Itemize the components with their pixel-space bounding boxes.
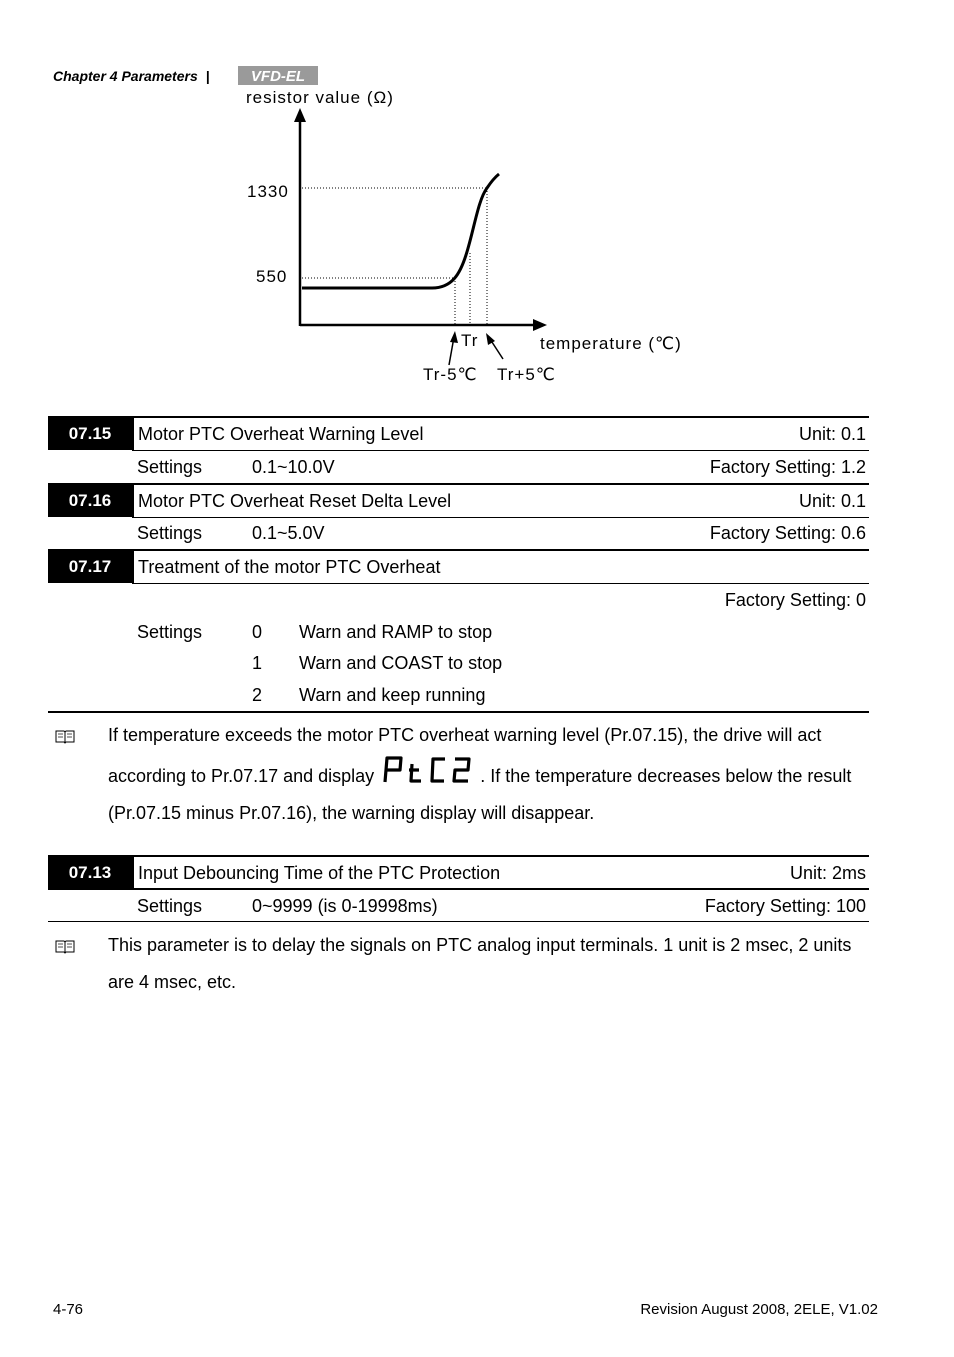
param-title: Motor PTC Overheat Warning Level: [138, 424, 424, 444]
note-line: If temperature exceeds the motor PTC overheat warning level (Pr.07.15), the drive will act: [108, 725, 822, 745]
header-separator: |: [205, 68, 210, 84]
book-icon: [55, 729, 75, 744]
y-axis-arrow: [294, 108, 306, 122]
ptc-resistance-diagram: [0, 0, 954, 400]
param-07-17-header: [48, 551, 869, 583]
arrow-tr-minus-head: [450, 331, 458, 343]
settings-label: Settings: [137, 622, 203, 642]
book-icon: [55, 939, 75, 954]
chapter-title: Chapter 4 Parameters |: [53, 68, 210, 84]
table-bottom-rule: [48, 711, 869, 713]
divider: [132, 857, 134, 889]
logo-text: VFD-EL: [250, 68, 306, 85]
note-line: are 4 msec, etc.: [108, 972, 237, 992]
x-axis-label: temperature (℃): [540, 334, 682, 353]
settings-value: 0~9999 (is 0-19998ms): [252, 896, 438, 916]
param-07-15-header: [48, 418, 869, 450]
param-title: Input Debouncing Time of the PTC Protection: [138, 863, 501, 883]
ptc2-display-icon: [381, 754, 473, 786]
table-bottom-rule: [48, 921, 869, 922]
param-code: 07.15: [48, 418, 132, 450]
note-line: [108, 754, 870, 795]
param-07-13-settings: [48, 890, 869, 922]
param-code: 07.13: [48, 857, 132, 889]
page-number: 4-76: [53, 1301, 84, 1318]
param-07-16-settings: [48, 517, 869, 549]
arrow-tr-plus-head: [486, 333, 495, 345]
label-tr-plus: Tr+5℃: [497, 365, 556, 384]
option-number: 1: [252, 653, 263, 673]
settings-label: Settings: [137, 523, 203, 543]
debounce-note: [108, 927, 870, 1001]
note-text: according to Pr.07.17 and display: [108, 766, 375, 786]
param-07-17-factory-row: [48, 584, 869, 616]
option-text: Warn and RAMP to stop: [299, 622, 493, 642]
note-line: This parameter is to delay the signals on PTC analog input terminals. 1 unit is 2 msec, 2 units: [108, 935, 852, 955]
param-07-15-settings: [48, 451, 869, 483]
param-title: Motor PTC Overheat Reset Delta Level: [138, 491, 452, 511]
note-text: . If the temperature decreases below the result: [480, 766, 852, 786]
tick-550: 550: [256, 267, 288, 286]
y-axis-label: resistor value (Ω): [246, 88, 394, 107]
note-line: (Pr.07.15 minus Pr.07.16), the warning display will disappear.: [108, 803, 595, 823]
param-title: Treatment of the motor PTC Overheat: [138, 557, 441, 577]
option-text: Warn and keep running: [299, 685, 486, 705]
factory-setting: Factory Setting: 0.6: [709, 523, 866, 543]
divider: [132, 551, 134, 583]
ptc-note: [108, 717, 870, 832]
revision-info: Revision August 2008, 2ELE, V1.02: [640, 1301, 878, 1318]
divider: [132, 485, 134, 517]
param-07-16-header: [48, 485, 869, 517]
tick-1330: 1330: [247, 182, 289, 201]
param-code: 07.16: [48, 485, 132, 517]
option-text: Warn and COAST to stop: [299, 653, 503, 673]
option-number: 0: [252, 622, 263, 642]
settings-label: Settings: [137, 457, 203, 477]
param-unit: Unit: 0.1: [798, 491, 866, 511]
resistance-curve: [302, 174, 499, 288]
option-number: 2: [252, 685, 263, 705]
label-tr-minus: Tr-5℃: [423, 365, 478, 384]
param-unit: Unit: 2ms: [789, 863, 866, 883]
settings-value: 0.1~5.0V: [252, 523, 325, 543]
settings-label: Settings: [137, 896, 203, 916]
settings-value: 0.1~10.0V: [252, 457, 335, 477]
label-tr: Tr: [461, 331, 479, 350]
x-axis-arrow: [533, 319, 547, 331]
factory-setting: Factory Setting: 0: [724, 590, 866, 610]
factory-setting: Factory Setting: 100: [704, 896, 866, 916]
param-code: 07.17: [48, 551, 132, 583]
param-unit: Unit: 0.1: [798, 424, 866, 444]
divider: [132, 418, 134, 450]
param-07-13-header: [48, 857, 869, 889]
factory-setting: Factory Setting: 1.2: [709, 457, 866, 477]
